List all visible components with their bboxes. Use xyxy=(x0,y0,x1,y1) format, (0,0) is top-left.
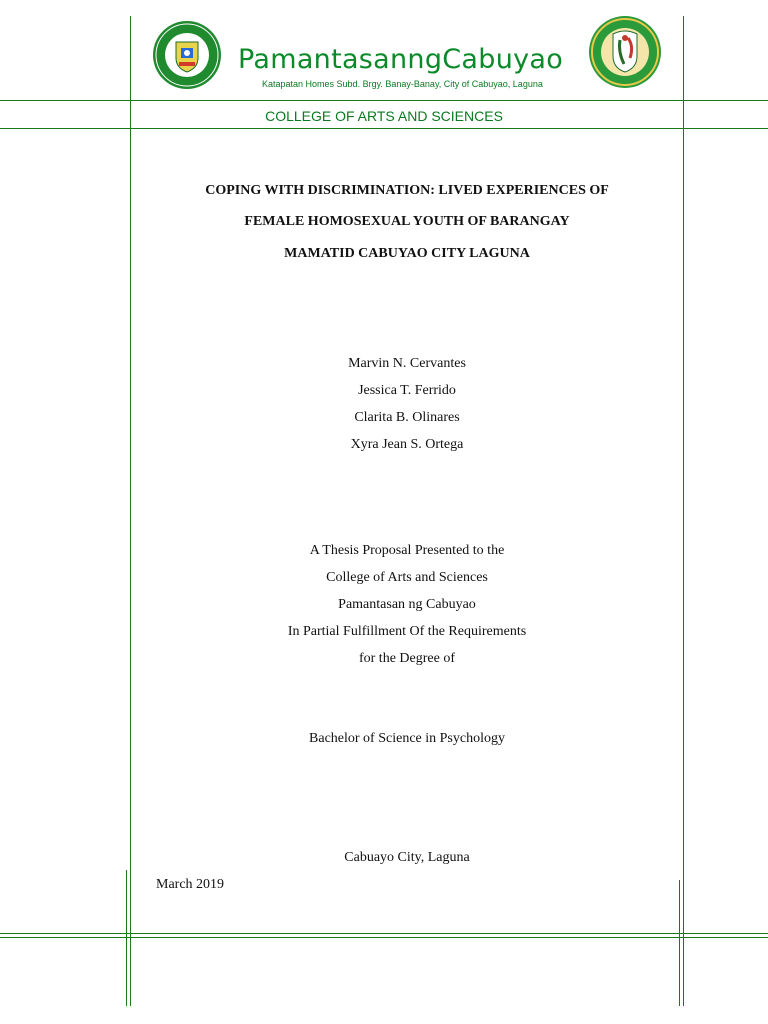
degree: Bachelor of Science in Psychology xyxy=(309,731,505,746)
author-3: Clarita B. Olinares xyxy=(354,410,460,425)
university-address: Katapatan Homes Subd. Brgy. Banay-Banay, City of Cabuyao, Laguna xyxy=(262,79,543,89)
author-4: Xyra Jean S. Ortega xyxy=(350,437,464,452)
left-border-line-lower xyxy=(126,870,127,1006)
presentation-line-3: Pamantasan ng Cabuyao xyxy=(338,597,476,612)
college-seal-icon xyxy=(588,14,662,90)
author-2: Jessica T. Ferrido xyxy=(358,383,456,398)
presentation-line-4: In Partial Fulfillment Of the Requirements xyxy=(287,624,527,639)
location: Cabuayo City, Laguna xyxy=(344,850,470,865)
university-seal-icon xyxy=(152,20,222,90)
footer-rule-top xyxy=(0,933,768,934)
thesis-title-line-1: COPING WITH DISCRIMINATION: LIVED EXPERIENCES OF xyxy=(205,183,609,198)
presentation-line-1: A Thesis Proposal Presented to the xyxy=(309,543,505,558)
presentation-line-2: College of Arts and Sciences xyxy=(326,570,488,585)
presentation-line-5: for the Degree of xyxy=(358,651,455,666)
footer-rule-bottom xyxy=(0,937,768,938)
college-header: COLLEGE OF ARTS AND SCIENCES xyxy=(265,108,503,124)
university-name: PamantasanngCabuyao xyxy=(238,44,564,75)
right-border-line-lower xyxy=(679,880,680,1006)
thesis-title-line-2: FEMALE HOMOSEXUAL YOUTH OF BARANGAY xyxy=(244,214,570,229)
date: March 2019 xyxy=(156,877,225,892)
author-1: Marvin N. Cervantes xyxy=(348,356,466,371)
header-rule-bottom xyxy=(0,128,768,129)
thesis-title-line-3: MAMATID CABUYAO CITY LAGUNA xyxy=(284,246,530,261)
header-rule-top xyxy=(0,100,768,101)
